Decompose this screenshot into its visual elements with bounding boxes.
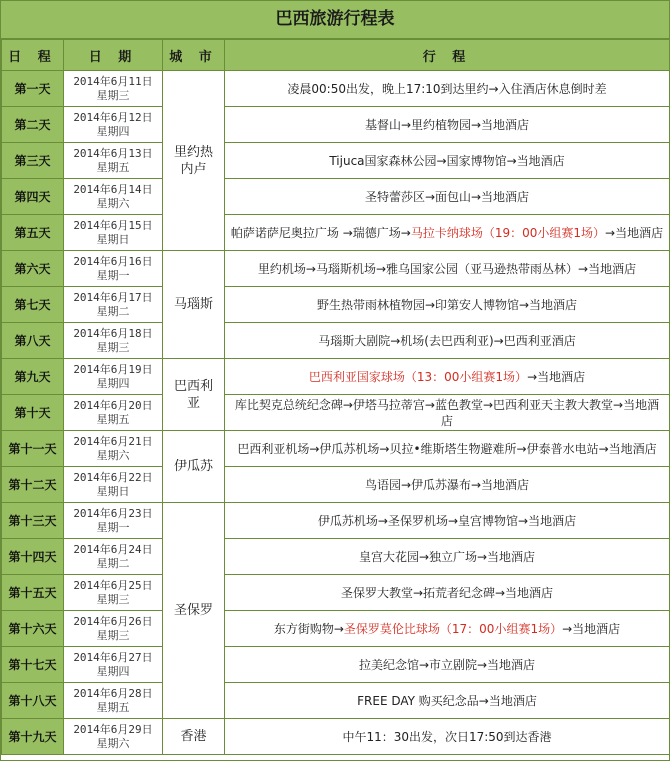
plan-text: FREE DAY 购买纪念品→当地酒店 — [357, 693, 537, 708]
date-cell — [64, 431, 163, 467]
table-row — [2, 467, 670, 503]
date-text: 2014年6月21日 — [73, 434, 153, 448]
city-cell: 香港 — [163, 719, 225, 755]
plan-text: 伊瓜苏机场→圣保罗机场→皇宫博物馆→当地酒店 — [317, 513, 577, 528]
date-text: 2014年6月22日 — [73, 470, 153, 484]
date-text: 2014年6月13日 — [73, 146, 153, 160]
plan-text: 基督山→里约植物园→当地酒店 — [364, 117, 530, 132]
date-text: 2014年6月14日 — [73, 182, 153, 196]
table-row — [2, 647, 670, 683]
plan-cell — [225, 323, 670, 359]
date-cell — [64, 359, 163, 395]
weekday-text: 星期六 — [96, 736, 130, 750]
city-cell: 伊瓜苏 — [163, 431, 225, 503]
city-cell: 圣保罗 — [163, 503, 225, 719]
city-cell: 里约热内卢 — [163, 71, 225, 251]
date-text: 2014年6月16日 — [73, 254, 153, 268]
plan-cell — [225, 539, 670, 575]
day-cell: 第八天 — [2, 323, 64, 359]
plan-text: 东方街购物→ — [273, 621, 344, 636]
weekday-text: 星期日 — [96, 484, 130, 498]
table-row — [2, 539, 670, 575]
date-text: 2014年6月26日 — [73, 614, 153, 628]
table-row — [2, 611, 670, 647]
plan-text: 巴西利亚机场→伊瓜苏机场→贝拉•维斯塔生物避难所→伊泰普水电站→当地酒店 — [237, 441, 657, 456]
table-row — [2, 683, 670, 719]
date-cell — [64, 107, 163, 143]
date-text: 2014年6月12日 — [73, 110, 153, 124]
weekday-text: 星期二 — [96, 556, 130, 570]
date-cell — [64, 395, 163, 431]
plan-text: 拉美纪念馆→市立剧院→当地酒店 — [358, 657, 536, 672]
day-cell: 第十三天 — [2, 503, 64, 539]
day-cell: 第四天 — [2, 179, 64, 215]
day-cell: 第十八天 — [2, 683, 64, 719]
plan-cell — [225, 683, 670, 719]
date-cell — [64, 611, 163, 647]
date-cell — [64, 251, 163, 287]
plan-cell — [225, 647, 670, 683]
day-cell: 第十四天 — [2, 539, 64, 575]
table-row — [2, 107, 670, 143]
table-row — [2, 215, 670, 251]
date-cell — [64, 719, 163, 755]
plan-text: 中午11：30出发，次日17:50到达香港 — [342, 729, 552, 744]
plan-cell — [225, 575, 670, 611]
weekday-text: 星期六 — [96, 448, 130, 462]
date-text: 2014年6月20日 — [73, 398, 153, 412]
plan-cell — [225, 611, 670, 647]
day-cell: 第十二天 — [2, 467, 64, 503]
plan-cell — [225, 179, 670, 215]
day-cell: 第十七天 — [2, 647, 64, 683]
plan-text: 圣特蕾莎区→面包山→当地酒店 — [364, 189, 530, 204]
day-cell: 第十六天 — [2, 611, 64, 647]
plan-text: →当地酒店 — [605, 225, 664, 240]
weekday-text: 星期六 — [96, 196, 130, 210]
plan-cell — [225, 107, 670, 143]
plan-text: 鸟语园→伊瓜苏瀑布→当地酒店 — [364, 477, 530, 492]
weekday-text: 星期五 — [96, 700, 130, 714]
date-cell — [64, 71, 163, 107]
match-highlight: 圣保罗莫伦比球场（17：00小组赛1场） — [343, 621, 563, 636]
weekday-text: 星期二 — [96, 304, 130, 318]
header-row — [2, 40, 670, 71]
plan-text: →当地酒店 — [527, 369, 586, 384]
day-cell: 第十五天 — [2, 575, 64, 611]
date-text: 2014年6月15日 — [73, 218, 153, 232]
weekday-text: 星期四 — [96, 124, 130, 138]
day-cell: 第十九天 — [2, 719, 64, 755]
date-cell — [64, 503, 163, 539]
table-row — [2, 431, 670, 467]
date-text: 2014年6月28日 — [73, 686, 153, 700]
weekday-text: 星期日 — [96, 232, 130, 246]
table-row — [2, 251, 670, 287]
date-text: 2014年6月23日 — [73, 506, 153, 520]
day-cell: 第十天 — [2, 395, 64, 431]
date-text: 2014年6月29日 — [73, 722, 153, 736]
day-cell: 第九天 — [2, 359, 64, 395]
plan-text: Tijuca国家森林公园→国家博物馆→当地酒店 — [329, 153, 565, 168]
match-highlight: 巴西利亚国家球场（13：00小组赛1场） — [308, 369, 528, 384]
date-cell — [64, 287, 163, 323]
plan-cell — [225, 467, 670, 503]
date-cell — [64, 323, 163, 359]
date-text: 2014年6月11日 — [73, 74, 153, 88]
plan-cell — [225, 359, 670, 395]
plan-text: 皇宫大花园→独立广场→当地酒店 — [358, 549, 536, 564]
day-cell: 第二天 — [2, 107, 64, 143]
date-cell — [64, 539, 163, 575]
city-cell: 巴西利亚 — [163, 359, 225, 431]
weekday-text: 星期五 — [96, 160, 130, 174]
day-cell: 第一天 — [2, 71, 64, 107]
day-cell: 第五天 — [2, 215, 64, 251]
table-row — [2, 71, 670, 107]
plan-cell — [225, 287, 670, 323]
header-date: 日 期 — [64, 40, 163, 71]
plan-text: 凌晨00:50出发，晚上17:10到达里约→入住酒店休息倒时差 — [287, 81, 607, 96]
match-highlight: 马拉卡纳球场（19：00小组赛1场） — [410, 225, 606, 240]
table-row — [2, 719, 670, 755]
header-plan: 行 程 — [225, 40, 670, 71]
plan-cell — [225, 71, 670, 107]
table-row — [2, 323, 670, 359]
date-cell — [64, 179, 163, 215]
itinerary-table — [1, 39, 670, 755]
day-cell: 第三天 — [2, 143, 64, 179]
plan-cell — [225, 431, 670, 467]
table-row — [2, 503, 670, 539]
plan-text: →当地酒店 — [562, 621, 621, 636]
table-row — [2, 287, 670, 323]
date-cell — [64, 143, 163, 179]
plan-text: 库比契克总统纪念碑→伊塔马拉蒂宫→蓝色教堂→巴西利亚天主教大教堂→当地酒店 — [234, 397, 660, 428]
weekday-text: 星期五 — [96, 412, 130, 426]
weekday-text: 星期三 — [96, 88, 130, 102]
plan-cell — [225, 503, 670, 539]
plan-text: 马瑙斯大剧院→机场(去巴西利亚)→巴西利亚酒店 — [318, 333, 576, 348]
weekday-text: 星期四 — [96, 664, 130, 678]
plan-cell — [225, 143, 670, 179]
plan-text: 帕萨诺萨尼奥拉广场 →瑞德广场→ — [230, 225, 411, 240]
city-cell: 马瑙斯 — [163, 251, 225, 359]
table-row — [2, 179, 670, 215]
page-title: 巴西旅游行程表 — [1, 1, 669, 39]
date-text: 2014年6月25日 — [73, 578, 153, 592]
date-text: 2014年6月24日 — [73, 542, 153, 556]
weekday-text: 星期三 — [96, 628, 130, 642]
plan-text: 野生热带雨林植物园→印第安人博物馆→当地酒店 — [316, 297, 578, 312]
weekday-text: 星期三 — [96, 340, 130, 354]
weekday-text: 星期一 — [96, 520, 130, 534]
date-text: 2014年6月17日 — [73, 290, 153, 304]
table-row — [2, 143, 670, 179]
date-cell — [64, 467, 163, 503]
table-row — [2, 575, 670, 611]
plan-text: 里约机场→马瑙斯机场→雅乌国家公园（亚马逊热带雨丛林）→当地酒店 — [257, 261, 637, 276]
date-text: 2014年6月19日 — [73, 362, 153, 376]
plan-cell — [225, 251, 670, 287]
day-cell: 第七天 — [2, 287, 64, 323]
date-cell — [64, 647, 163, 683]
table-row — [2, 395, 670, 431]
date-text: 2014年6月18日 — [73, 326, 153, 340]
plan-cell — [225, 719, 670, 755]
plan-text: 圣保罗大教堂→拓荒者纪念碑→当地酒店 — [340, 585, 554, 600]
header-city: 城 市 — [163, 40, 225, 71]
date-text: 2014年6月27日 — [73, 650, 153, 664]
table-row — [2, 359, 670, 395]
plan-cell — [225, 215, 670, 251]
weekday-text: 星期三 — [96, 592, 130, 606]
plan-cell — [225, 395, 670, 431]
weekday-text: 星期一 — [96, 268, 130, 282]
header-day: 日 程 — [2, 40, 64, 71]
date-cell — [64, 215, 163, 251]
date-cell — [64, 683, 163, 719]
weekday-text: 星期四 — [96, 376, 130, 390]
itinerary-body — [2, 71, 670, 755]
day-cell: 第十一天 — [2, 431, 64, 467]
date-cell — [64, 575, 163, 611]
day-cell: 第六天 — [2, 251, 64, 287]
